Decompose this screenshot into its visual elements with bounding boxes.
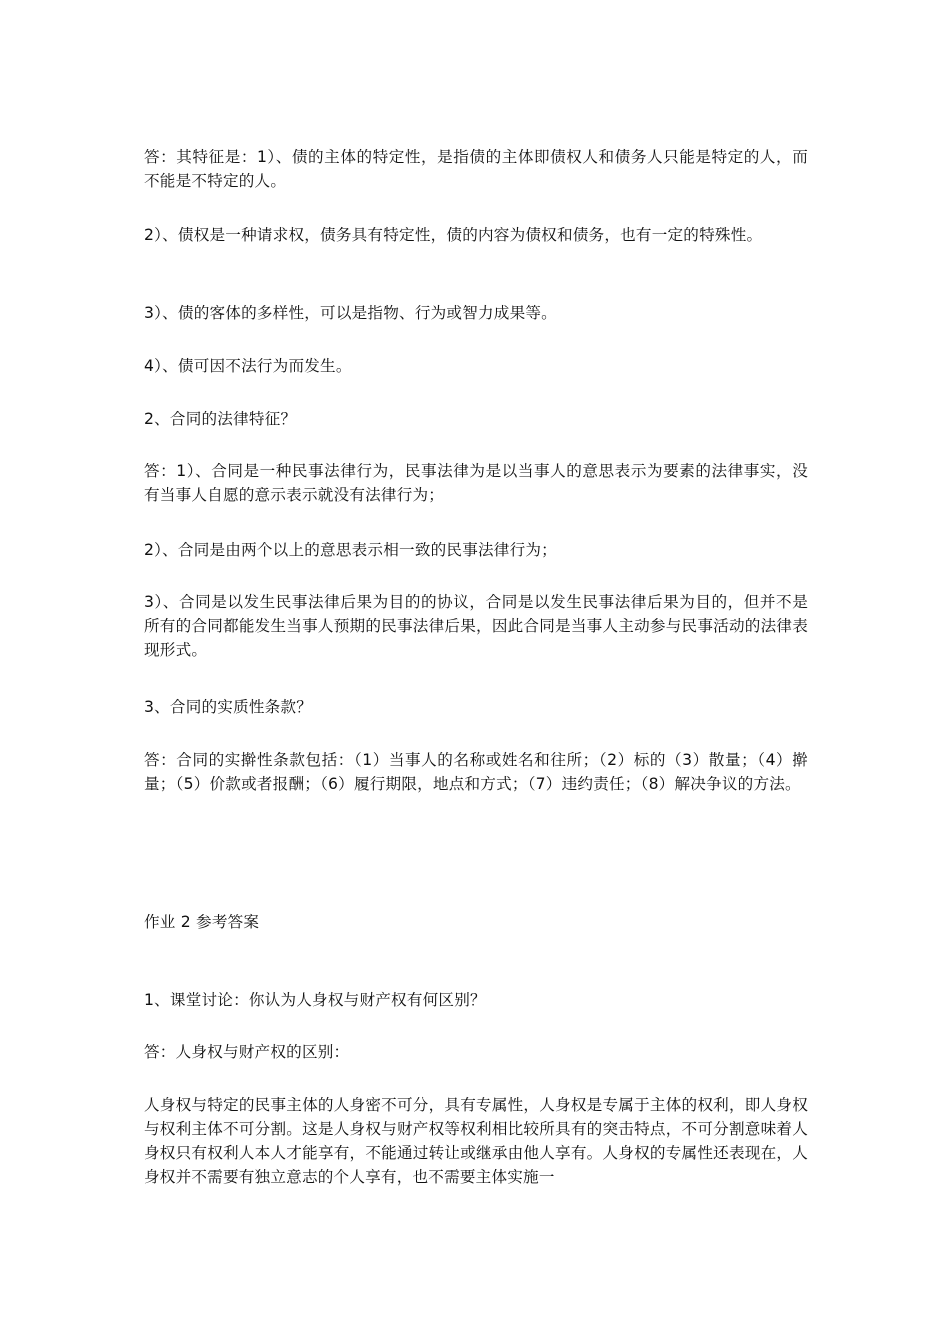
paragraph-item-3b: 3）、合同是以发生民事法律后果为目的的协议，合同是以发生民事法律后果为目的，但并不是所有的合同都能发生当事人预期的民事法律后果，因此合同是当事人主动参与民事活动的法律表现形式。	[144, 593, 808, 659]
paragraph-item-2b: 2）、合同是由两个以上的意思表示相一致的民事法律行为；	[144, 541, 557, 559]
paragraph-answer-2: 答：1）、合同是一种民事法律行为，民事法律为是以当事人的意思表示为要素的法律事实，没有当事人自愿的意示表示就没有法律行为；	[144, 462, 808, 504]
question-2: 2、合同的法律特征？	[144, 410, 297, 428]
question-3: 3、合同的实质性条款？	[144, 698, 313, 716]
paragraph-item-4: 4）、债可因不法行为而发生。	[144, 357, 352, 375]
paragraph-body: 人身权与特定的民事主体的人身密不可分，具有专属性，人身权是专属于主体的权利，即人身权与权利主体不可分割。这是人身权与财产权等权利相比较所具有的突击特点，不可分割意味着人身权只有权利人本人才能享有，不能通过转让或继承由他人享有。人身权的专属性还表现在，人身权并不需要有独立意志的个人享有，也不需要主体实施一	[144, 1096, 808, 1186]
paragraph-answer-discussion: 答：人身权与财产权的区别：	[144, 1043, 350, 1061]
paragraph-answer-3: 答：合同的实擀性条款包括：（1）当事人的名称或姓名和往所；（2）标的（3）散量；（4）擀量；（5）价款或者报酬；（6）履行期限，地点和方式；（7）违约责任；（8）解决争议的方法。	[144, 751, 808, 793]
paragraph-item-2: 2）、债权是一种请求权，债务具有特定性，债的内容为债权和债务，也有一定的特殊性。	[144, 226, 763, 244]
question-discussion: 1、课堂讨论：你认为人身权与财产权有何区别？	[144, 991, 486, 1009]
paragraph-answer-1: 答：其特征是：1）、债的主体的特定性，是指债的主体即债权人和债务人只能是特定的人，而不能是不特定的人。	[144, 148, 808, 190]
section-heading: 作业 2 参考答案	[144, 913, 260, 931]
paragraph-item-3: 3）、债的客体的多样性，可以是指物、行为或智力成果等。	[144, 304, 557, 322]
